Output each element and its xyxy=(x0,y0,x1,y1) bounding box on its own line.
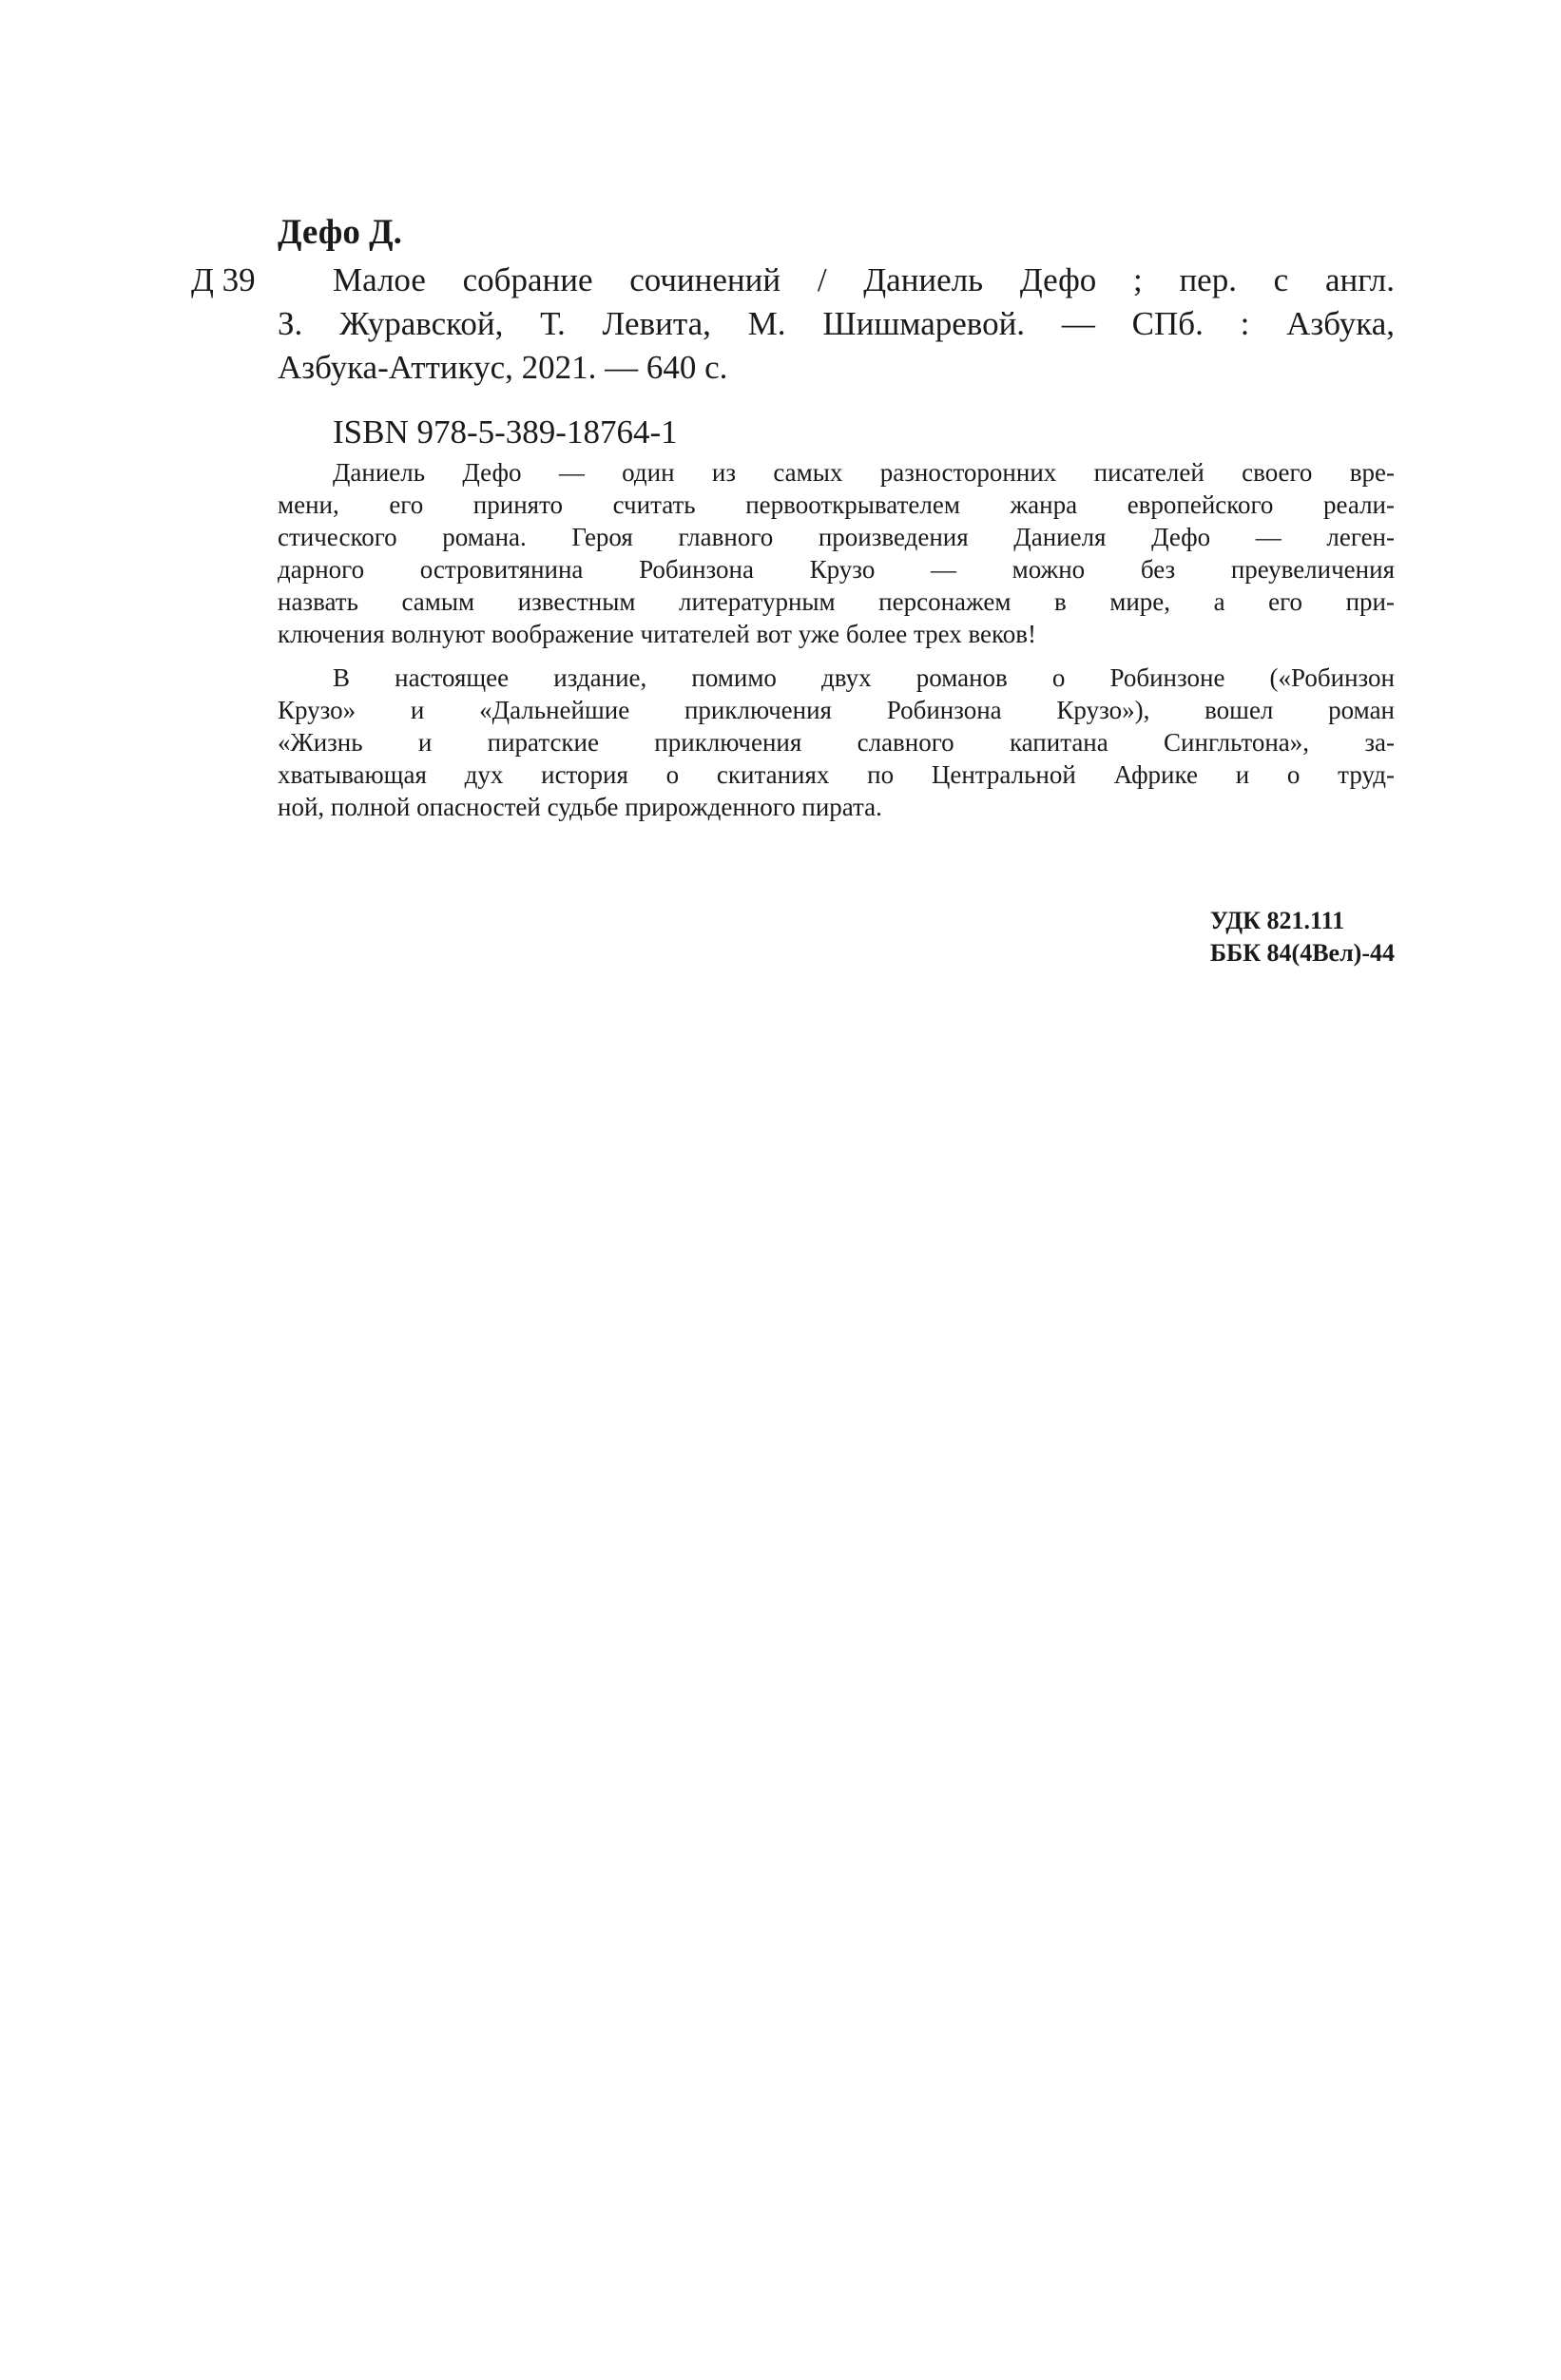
annotation-line: стического романа. Героя главного произведения Даниеля Дефо — леген- xyxy=(278,523,1395,551)
bbk-code: ББК 84(4Вел)-44 xyxy=(1209,939,1395,967)
annotation-line: Даниель Дефо — один из самых разносторонних писателей своего вре- xyxy=(333,458,1395,487)
author-heading: Дефо Д. xyxy=(278,213,402,252)
isbn-number: ISBN 978-5-389-18764-1 xyxy=(333,413,678,451)
classification-codes xyxy=(1210,905,1395,969)
paragraph-gap xyxy=(278,650,1395,662)
annotation-line: Крузо» и «Дальнейшие приключения Робинзона Крузо»), вошел роман xyxy=(278,696,1395,724)
biblio-line: З. Журавской, Т. Левита, М. Шишмаревой. — СПб. : Азбука, xyxy=(278,305,1395,342)
bibliographic-description xyxy=(278,259,1395,390)
udk-code: УДК 821.111 xyxy=(1209,907,1345,934)
annotation-line: дарного островитянина Робинзона Крузо — можно без преувеличения xyxy=(278,555,1395,584)
annotation-line: «Жизнь и пиратские приключения славного капитана Сингльтона», за- xyxy=(278,728,1395,757)
annotation-line: назвать самым известным литературным персонажем в мире, а его при- xyxy=(278,587,1395,616)
annotation-line: ной, полной опасностей судьбе прирожденного пирата. xyxy=(278,793,882,821)
annotation-line: хватывающая дух история о скитаниях по Центральной Африке и о труд- xyxy=(278,760,1395,789)
annotation xyxy=(278,456,1395,823)
annotation-line: ключения волнуют воображение читателей вот уже более трех веков! xyxy=(278,620,1037,648)
biblio-line: Малое собрание сочинений / Даниель Дефо ; пер. с англ. xyxy=(333,261,1395,298)
biblio-line: Азбука-Аттикус, 2021. — 640 с. xyxy=(278,349,728,386)
call-number: Д 39 xyxy=(191,261,256,298)
annotation-line: В настоящее издание, помимо двух романов о Робинзоне («Робинзон xyxy=(333,663,1395,692)
annotation-line: мени, его принято считать первооткрывателем жанра европейского реали- xyxy=(278,490,1395,519)
